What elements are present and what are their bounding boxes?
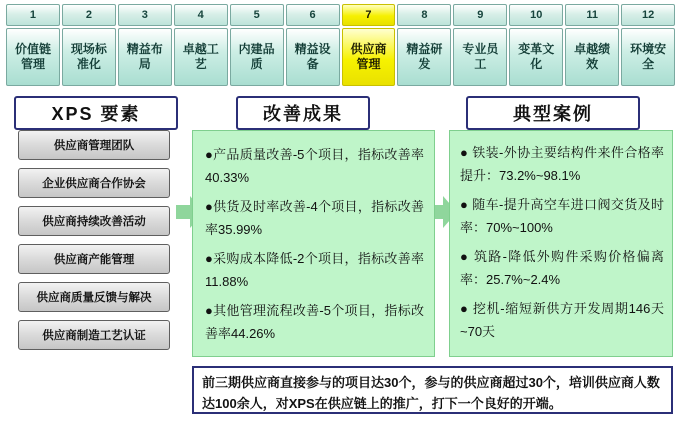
xps-element-item-2[interactable]: 企业供应商合作协会	[18, 168, 170, 198]
pillar-number-3: 3	[118, 4, 172, 26]
section-header-cases: 典型案例	[466, 96, 640, 130]
pillar-label-7: 供应商管理	[342, 28, 396, 86]
pillar-column-12[interactable]	[621, 4, 675, 88]
pillar-label-9: 专业员工	[453, 28, 507, 86]
pillar-label-11: 卓越绩效	[565, 28, 619, 86]
xps-pillars-strip	[6, 4, 675, 88]
case-item-2: ● 随车-提升高空车进口阀交货及时率：70%~100%	[460, 197, 664, 235]
pillar-number-5: 5	[230, 4, 284, 26]
section-header-xps: XPS 要素	[14, 96, 178, 130]
pillar-label-5: 内建品质	[230, 28, 284, 86]
xps-element-item-4[interactable]: 供应商产能管理	[18, 244, 170, 274]
result-item-1: ●产品质量改善-5个项目，指标改善率40.33%	[205, 147, 424, 185]
pillar-number-9: 9	[453, 4, 507, 26]
pillar-number-2: 2	[62, 4, 116, 26]
pillar-column-7[interactable]	[342, 4, 396, 88]
pillar-column-6[interactable]	[286, 4, 340, 88]
xps-element-item-6[interactable]: 供应商制造工艺认证	[18, 320, 170, 350]
pillar-column-3[interactable]	[118, 4, 172, 88]
section-header-results: 改善成果	[236, 96, 370, 130]
pillar-label-10: 变革文化	[509, 28, 563, 86]
pillar-number-7: 7	[342, 4, 396, 26]
summary-panel: 前三期供应商直接参与的项目达30个，参与的供应商超过30个，培训供应商人数达100余人，对XPS在供应链上的推广，打下一个良好的开端。	[192, 366, 673, 414]
pillar-number-8: 8	[397, 4, 451, 26]
pillar-column-8[interactable]	[397, 4, 451, 88]
pillar-label-3: 精益布局	[118, 28, 172, 86]
pillar-label-1: 价值链管理	[6, 28, 60, 86]
pillar-column-11[interactable]	[565, 4, 619, 88]
xps-element-item-1[interactable]: 供应商管理团队	[18, 130, 170, 160]
pillar-column-5[interactable]	[230, 4, 284, 88]
case-item-1: ● 铁装-外协主要结构件来件合格率提升：73.2%~98.1%	[460, 145, 664, 183]
pillar-label-12: 环境安全	[621, 28, 675, 86]
results-panel	[192, 130, 435, 357]
pillar-number-11: 11	[565, 4, 619, 26]
xps-element-item-3[interactable]: 供应商持续改善活动	[18, 206, 170, 236]
cases-panel	[449, 130, 673, 357]
pillar-column-10[interactable]	[509, 4, 563, 88]
pillar-number-1: 1	[6, 4, 60, 26]
pillar-number-6: 6	[286, 4, 340, 26]
pillar-column-1[interactable]	[6, 4, 60, 88]
pillar-number-4: 4	[174, 4, 228, 26]
pillar-column-2[interactable]	[62, 4, 116, 88]
result-item-4: ●其他管理流程改善-5个项目，指标改善率44.26%	[205, 303, 424, 341]
case-item-4: ● 挖机-缩短新供方开发周期146天~70天	[460, 301, 664, 339]
xps-element-item-5[interactable]: 供应商质量反馈与解决	[18, 282, 170, 312]
pillar-label-6: 精益设备	[286, 28, 340, 86]
pillar-label-8: 精益研发	[397, 28, 451, 86]
pillar-column-4[interactable]	[174, 4, 228, 88]
xps-elements-list	[18, 130, 170, 385]
pillar-number-10: 10	[509, 4, 563, 26]
pillar-label-2: 现场标准化	[62, 28, 116, 86]
pillar-column-9[interactable]	[453, 4, 507, 88]
result-item-2: ●供货及时率改善-4个项目，指标改善率35.99%	[205, 199, 424, 237]
pillar-label-4: 卓越工艺	[174, 28, 228, 86]
result-item-3: ●采购成本降低-2个项目，指标改善率11.88%	[205, 251, 424, 289]
pillar-number-12: 12	[621, 4, 675, 26]
case-item-3: ● 筑路-降低外购件采购价格偏离率：25.7%~2.4%	[460, 249, 664, 287]
